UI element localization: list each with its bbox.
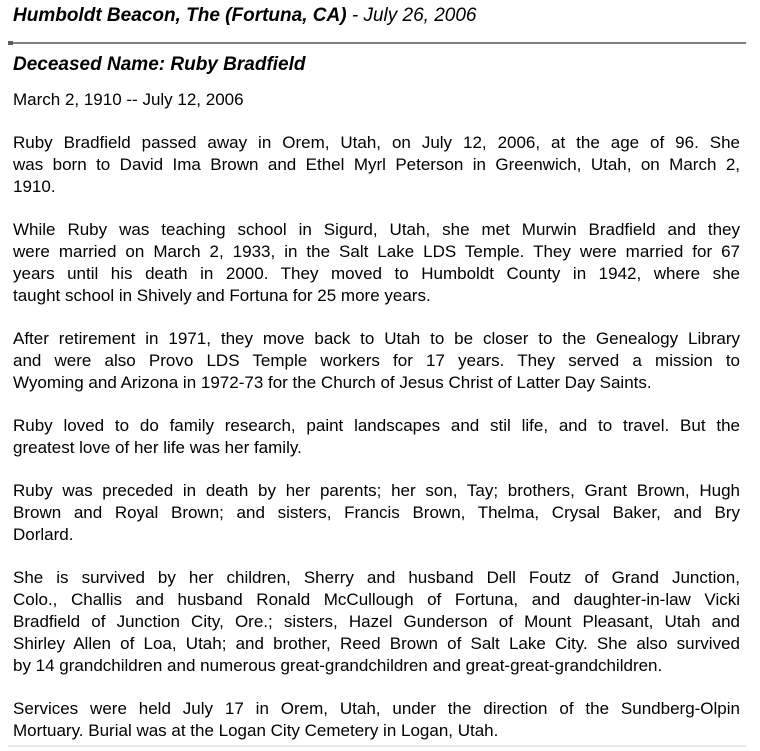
text-line: years until his death in 2000. They moved to Humboldt County in 1942, where she [13, 264, 740, 283]
text-line: Colo., Challis and husband Ronald McCullough of Fortuna, and daughter-in-law Vicki [13, 590, 740, 609]
text-line: was born to David Ima Brown and Ethel Myrl Peterson in Greenwich, Utah, on March 2, [13, 155, 740, 174]
masthead-date: July 26, 2006 [363, 5, 477, 26]
text-line: While Ruby was teaching school in Sigurd, Utah, she met Murwin Bradfield and they [13, 220, 740, 239]
text-line: Ruby was preceded in death by her parents; her son, Tay; brothers, Grant Brown, Hugh [13, 481, 740, 500]
deceased-name: Ruby Bradfield [170, 54, 306, 75]
text-line: Services were held July 17 in Orem, Utah, under the direction of the Sundberg-Olpin [13, 699, 740, 718]
obituary-paragraph [13, 698, 740, 742]
obituary-paragraph [13, 415, 740, 459]
text-line: 1910. [13, 177, 56, 196]
text-line: and were also Provo LDS Temple workers for 17 years. They served a mission to [13, 351, 740, 370]
text-line: greatest love of her life was her family. [13, 438, 302, 457]
text-line: After retirement in 1971, they move back to Utah to be closer to the Genealogy Library [13, 329, 740, 348]
text-line: Brown and Royal Brown; and sisters, Francis Brown, Thelma, Crysal Baker, and Bry [13, 503, 740, 522]
top-divider [8, 41, 746, 45]
obituary-paragraph [13, 567, 740, 677]
bottom-divider [8, 745, 746, 747]
masthead [13, 4, 740, 28]
text-line: Mortuary. Burial was at the Logan City Cemetery in Logan, Utah. [13, 721, 499, 740]
obituary-paragraph [13, 480, 740, 546]
text-line: Bradfield of Junction City, Ore.; sisters, Hazel Gunderson of Mount Pleasant, Utah and [13, 612, 740, 631]
text-line: Ruby Bradfield passed away in Orem, Utah, on July 12, 2006, at the age of 96. She [13, 133, 740, 152]
text-line: by 14 grandchildren and numerous great-grandchildren and great-great-grandchildren. [13, 656, 663, 675]
publication-title: Humboldt Beacon, The (Fortuna, CA) [13, 5, 347, 26]
obituary-paragraph [13, 132, 740, 198]
deceased-name-line [13, 53, 740, 77]
obituary-paragraph [13, 219, 740, 307]
obituary-body [13, 132, 740, 742]
text-line: taught school in Shively and Fortuna for 25 more years. [13, 286, 431, 305]
text-line: Shirley Allen of Loa, Utah; and brother, Reed Brown of Salt Lake City. She also survived [13, 634, 740, 653]
text-line: Ruby loved to do family research, paint landscapes and stil life, and to travel. But the [13, 416, 740, 435]
text-line: Dorlard. [13, 525, 74, 544]
obituary-paragraph [13, 328, 740, 394]
text-line: Wyoming and Arizona in 1972-73 for the Church of Jesus Christ of Latter Day Saints. [13, 373, 652, 392]
text-line: She is survived by her children, Sherry and husband Dell Foutz of Grand Junction, [13, 568, 740, 587]
text-line: were married on March 2, 1933, in the Salt Lake LDS Temple. They were married for 67 [13, 242, 740, 261]
deceased-label: Deceased Name: [13, 54, 166, 75]
life-dates: March 2, 1910 -- July 12, 2006 [13, 90, 244, 109]
date-separator: - [351, 5, 359, 26]
